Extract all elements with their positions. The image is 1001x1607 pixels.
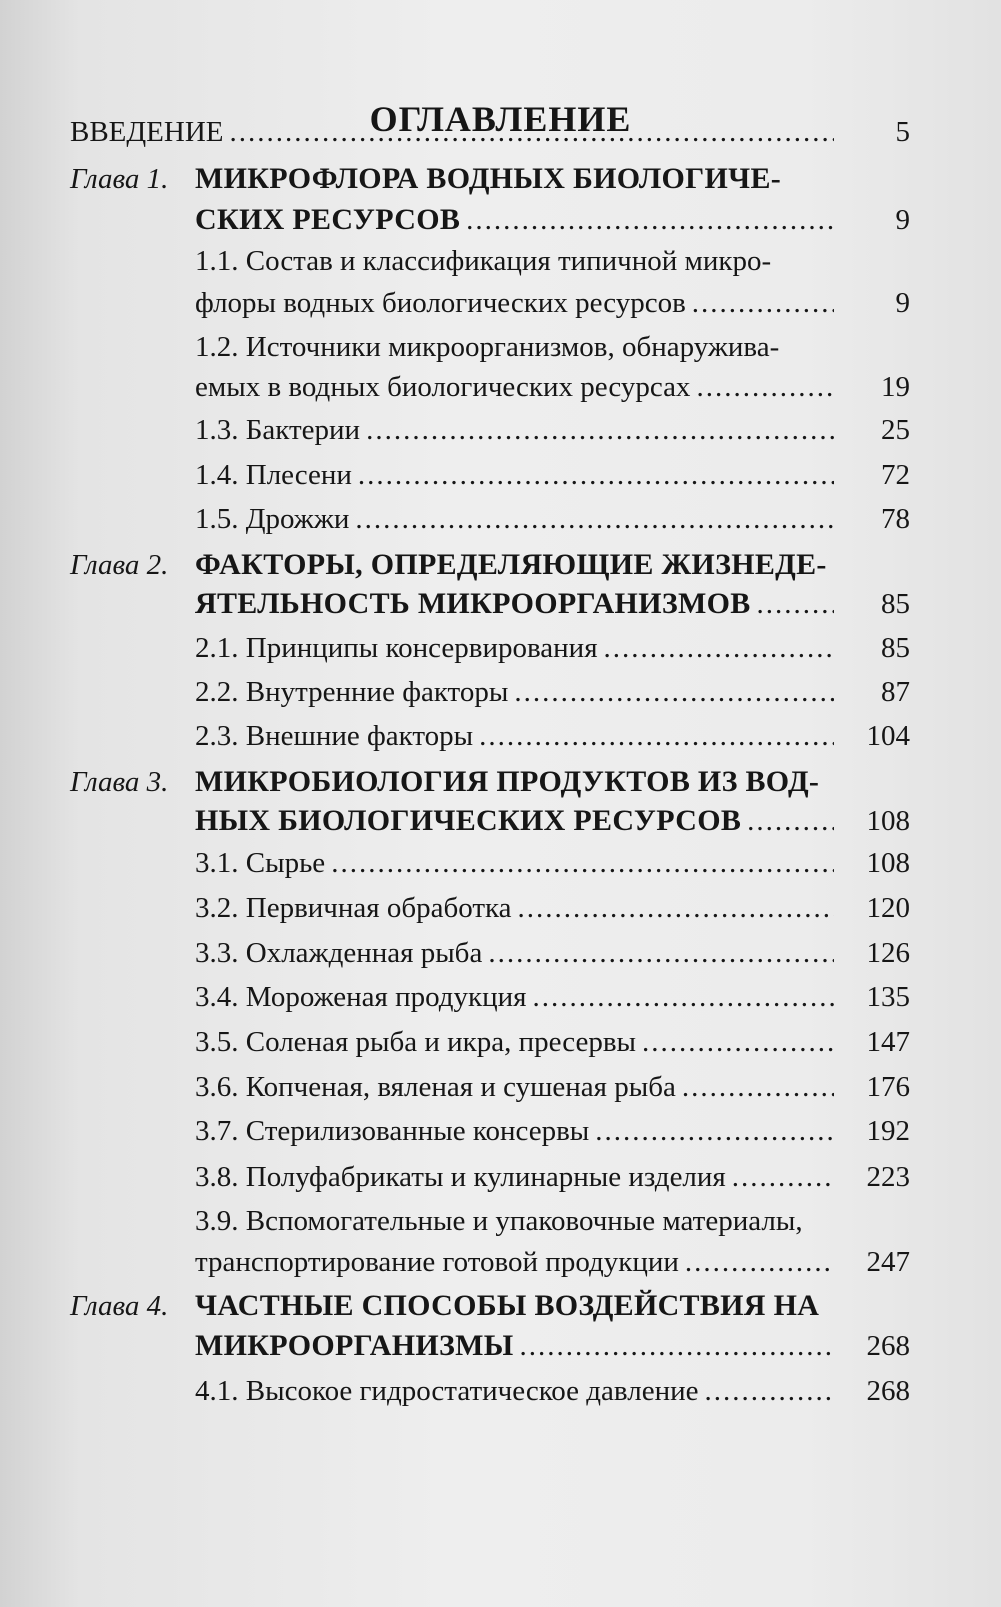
page-number: 9 xyxy=(895,287,910,319)
toc-entry xyxy=(70,1205,910,1249)
toc-entry xyxy=(70,503,910,547)
entry-text: 3.2. Первичная обработка xyxy=(195,892,512,924)
page-number: 9 xyxy=(895,204,910,236)
entry-text: ЯТЕЛЬНОСТЬ МИКРООРГАНИЗМОВ xyxy=(195,587,751,620)
entry-text: 1.1. Состав и классификация типичной микро- xyxy=(195,245,772,277)
page-number: 19 xyxy=(881,371,910,403)
entry-text: МИКРООРГАНИЗМЫ xyxy=(195,1329,514,1362)
dot-leader xyxy=(355,503,834,536)
dot-leader xyxy=(479,720,834,753)
entry-text: ФАКТОРЫ, ОПРЕДЕЛЯЮЩИЕ ЖИЗНЕДЕ- xyxy=(195,548,827,581)
entry-text: флоры водных биологических ресурсов xyxy=(195,287,686,319)
page-number: 78 xyxy=(881,503,910,535)
page-number: 87 xyxy=(881,676,910,708)
toc-entry xyxy=(70,587,910,631)
page-number: 268 xyxy=(866,1330,910,1362)
entry-text: 3.3. Охлажденная рыба xyxy=(195,937,483,969)
dot-leader xyxy=(230,116,835,149)
toc-entry xyxy=(70,676,910,720)
chapter-label: Глава 2. xyxy=(70,549,169,581)
entry-text: МИКРОФЛОРА ВОДНЫХ БИОЛОГИЧЕ- xyxy=(195,162,782,195)
entry-text: 3.9. Вспомогательные и упаковочные материалы, xyxy=(195,1205,803,1237)
entry-text: 1.2. Источники микроорганизмов, обнаружива- xyxy=(195,331,780,363)
page-number: 126 xyxy=(866,937,910,969)
entry-text: ВВЕДЕНИЕ xyxy=(70,116,224,148)
chapter-label: Глава 1. xyxy=(70,163,169,195)
dot-leader xyxy=(358,459,834,492)
chapter-heading xyxy=(70,1289,910,1333)
toc-entry xyxy=(70,459,910,503)
dot-leader xyxy=(466,204,834,237)
toc-entry xyxy=(70,632,910,676)
page-number: 223 xyxy=(866,1161,910,1193)
dot-leader xyxy=(595,1115,834,1148)
page-number: 85 xyxy=(881,588,910,620)
entry-text: 3.8. Полуфабрикаты и кулинарные изделия xyxy=(195,1161,726,1193)
toc-entry xyxy=(70,1246,910,1290)
entry-text: транспортирование готовой продукции xyxy=(195,1246,679,1278)
entry-text: 2.2. Внутренние факторы xyxy=(195,676,509,708)
page-number: 192 xyxy=(866,1115,910,1147)
entry-text: НЫХ БИОЛОГИЧЕСКИХ РЕСУРСОВ xyxy=(195,804,742,837)
toc-entry xyxy=(70,287,910,331)
toc-entry xyxy=(70,720,910,764)
entry-text: 1.4. Плесени xyxy=(195,459,352,491)
page-number: 72 xyxy=(881,459,910,491)
toc-entry xyxy=(70,203,910,247)
entry-text: 3.1. Сырье xyxy=(195,847,326,879)
dot-leader xyxy=(518,892,834,925)
chapter-heading xyxy=(70,765,910,809)
entry-text: 1.5. Дрожжи xyxy=(195,503,350,535)
entry-text: 3.4. Мороженая продукция xyxy=(195,981,527,1013)
dot-leader xyxy=(533,981,834,1014)
dot-leader xyxy=(642,1026,834,1059)
entry-text: 1.3. Бактерии xyxy=(195,414,361,446)
toc-entry xyxy=(70,1115,910,1159)
toc-entry xyxy=(70,847,910,891)
dot-leader xyxy=(682,1071,834,1104)
page-number: 25 xyxy=(881,414,910,446)
chapter-label: Глава 3. xyxy=(70,766,169,798)
entry-text: 3.7. Стерилизованные консервы xyxy=(195,1115,590,1147)
dot-leader xyxy=(732,1161,834,1194)
page-number: 108 xyxy=(866,847,910,879)
dot-leader xyxy=(604,632,834,665)
dot-leader xyxy=(692,287,834,320)
entry-text: 2.1. Принципы консервирования xyxy=(195,632,598,664)
entry-text: 4.1. Высокое гидростатическое давление xyxy=(195,1375,699,1407)
entry-text: СКИХ РЕСУРСОВ xyxy=(195,203,461,236)
page-number: 135 xyxy=(866,981,910,1013)
page-number: 247 xyxy=(866,1246,910,1278)
chapter-heading xyxy=(70,162,910,206)
toc-entry xyxy=(70,245,910,289)
dot-leader xyxy=(514,676,834,709)
toc-entry xyxy=(70,1026,910,1070)
toc-entry xyxy=(70,116,910,160)
dot-leader xyxy=(520,1330,834,1363)
toc-entry xyxy=(70,1329,910,1373)
entry-text: емых в водных биологических ресурсах xyxy=(195,371,691,403)
page-number: 104 xyxy=(866,720,910,752)
toc-entry xyxy=(70,937,910,981)
chapter-label: Глава 4. xyxy=(70,1290,169,1322)
toc-entry xyxy=(70,371,910,415)
page-title: ОГЛАВЛЕНИЕ xyxy=(369,99,632,139)
page-number: 85 xyxy=(881,632,910,664)
dot-leader xyxy=(331,847,834,880)
toc-entry xyxy=(70,804,910,848)
entry-text: 2.3. Внешние факторы xyxy=(195,720,474,752)
entry-text: МИКРОБИОЛОГИЯ ПРОДУКТОВ ИЗ ВОД- xyxy=(195,765,820,798)
toc-entry xyxy=(70,1161,910,1205)
dot-leader xyxy=(757,588,834,621)
chapter-heading xyxy=(70,548,910,592)
page-number: 268 xyxy=(866,1375,910,1407)
entry-text: 3.6. Копченая, вяленая и сушеная рыба xyxy=(195,1071,676,1103)
page-number: 120 xyxy=(866,892,910,924)
page-number: 108 xyxy=(866,805,910,837)
toc-entry xyxy=(70,1071,910,1115)
dot-leader xyxy=(747,805,834,838)
page-number: 176 xyxy=(866,1071,910,1103)
dot-leader xyxy=(704,1375,834,1408)
toc-entry xyxy=(70,1375,910,1419)
toc-entry xyxy=(70,414,910,458)
dot-leader xyxy=(488,937,834,970)
page-number: 147 xyxy=(866,1026,910,1058)
entry-text: ЧАСТНЫЕ СПОСОБЫ ВОЗДЕЙСТВИЯ НА xyxy=(195,1289,820,1322)
toc-entry xyxy=(70,331,910,375)
dot-leader xyxy=(366,414,834,447)
dot-leader xyxy=(696,371,834,404)
dot-leader xyxy=(685,1246,834,1279)
entry-text: 3.5. Соленая рыба и икра, пресервы xyxy=(195,1026,637,1058)
toc-entry xyxy=(70,892,910,936)
toc-entry xyxy=(70,981,910,1025)
page-number: 5 xyxy=(895,116,910,148)
